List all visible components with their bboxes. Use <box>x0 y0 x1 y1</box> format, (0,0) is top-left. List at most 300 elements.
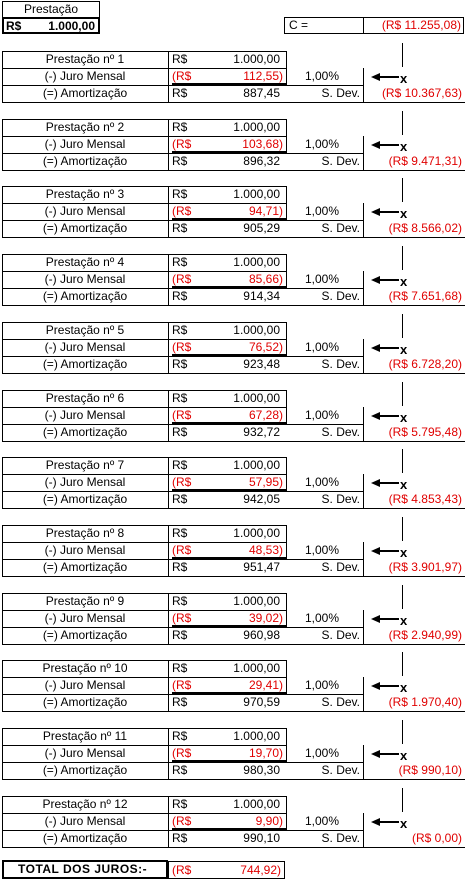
interest-currency: (R$ <box>172 204 192 218</box>
installment-label: Prestação nº 3 <box>45 187 125 201</box>
left-arrow-icon <box>371 140 401 150</box>
balance-value: (R$ 10.367,63) <box>381 86 462 100</box>
amortization-label: (=) Amortização <box>42 763 128 777</box>
balance-value: (R$ 1.970,40) <box>388 695 462 709</box>
total-label: TOTAL DOS JUROS:- <box>18 862 148 876</box>
grid-line <box>2 356 364 357</box>
capital-value-cell <box>363 17 464 34</box>
grid-line <box>2 779 465 780</box>
marker-x: x <box>400 748 408 763</box>
interest-label: (-) Juro Mensal <box>44 340 126 354</box>
left-arrow-icon <box>371 817 401 827</box>
grid-line <box>2 762 364 763</box>
amortization-currency: R$ <box>172 357 188 371</box>
marker-tick <box>402 585 403 609</box>
payment-value: 1.000,00 <box>233 594 280 608</box>
payment-value: 1.000,00 <box>233 187 280 201</box>
underline-thick <box>172 692 286 694</box>
total-label-cell <box>2 860 168 879</box>
payment-value: 1.000,00 <box>233 797 280 811</box>
grid-line <box>286 119 287 153</box>
balance-value: (R$ 6.728,20) <box>388 357 462 371</box>
payment-currency: R$ <box>172 661 188 675</box>
payment-value: 1.000,00 <box>233 52 280 66</box>
interest-label: (-) Juro Mensal <box>44 611 126 625</box>
installment-label: Prestação nº 10 <box>42 661 128 675</box>
installment-label: Prestação nº 6 <box>45 391 125 405</box>
interest-value: 85,66) <box>248 272 283 286</box>
interest-rate: 1,00% <box>305 746 340 760</box>
underline-thick <box>172 286 286 288</box>
interest-label: (-) Juro Mensal <box>44 678 126 692</box>
payment-currency: R$ <box>172 120 188 134</box>
interest-currency: (R$ <box>172 475 192 489</box>
marker-x: x <box>400 206 408 221</box>
underline-thick <box>172 760 286 762</box>
left-arrow-icon <box>371 207 401 217</box>
balance-label: S. Dev. <box>321 763 360 777</box>
payment-currency: R$ <box>172 729 188 743</box>
marker-tick <box>402 517 403 541</box>
balance-label: S. Dev. <box>321 86 360 100</box>
payment-currency: R$ <box>172 391 188 405</box>
grid-line <box>363 677 364 711</box>
interest-rate: 1,00% <box>305 408 340 422</box>
interest-value: 48,53) <box>248 543 283 557</box>
header-currency: R$ <box>6 19 22 33</box>
grid-line <box>2 119 287 120</box>
left-arrow-icon <box>371 411 401 421</box>
balance-label: S. Dev. <box>321 560 360 574</box>
grid-line <box>2 136 287 137</box>
grid-line <box>2 203 287 204</box>
interest-currency: (R$ <box>172 746 192 760</box>
interest-rate: 1,00% <box>305 543 340 557</box>
grid-line <box>2 593 287 594</box>
interest-value: 9,90) <box>255 814 283 828</box>
interest-rate: 1,00% <box>305 814 340 828</box>
header-amount-cell <box>2 17 100 34</box>
interest-value: 57,95) <box>248 475 283 489</box>
balance-value: (R$ 8.566,02) <box>388 221 462 235</box>
grid-line <box>2 660 3 711</box>
grid-line <box>363 136 364 170</box>
grid-line <box>168 457 169 508</box>
grid-line <box>363 271 364 305</box>
marker-tick <box>402 720 403 744</box>
balance-value: (R$ 7.651,68) <box>388 289 462 303</box>
installment-label: Prestação nº 9 <box>45 594 125 608</box>
grid-line <box>2 424 364 425</box>
grid-line <box>2 322 287 323</box>
grid-line <box>363 407 364 441</box>
grid-line <box>168 322 169 373</box>
balance-label: S. Dev. <box>321 221 360 235</box>
installment-label: Prestação nº 2 <box>45 120 125 134</box>
installment-label: Prestação nº 7 <box>45 458 125 472</box>
payment-value: 1.000,00 <box>233 661 280 675</box>
grid-line <box>2 457 3 508</box>
amortization-value: 970,59 <box>243 695 280 709</box>
amortization-currency: R$ <box>172 221 188 235</box>
amortization-value: 896,32 <box>243 154 280 168</box>
interest-value: 94,71) <box>248 204 283 218</box>
interest-rate: 1,00% <box>305 475 340 489</box>
total-currency: (R$ <box>172 863 192 877</box>
marker-x: x <box>400 680 408 695</box>
grid-line <box>2 85 364 86</box>
grid-line <box>2 68 287 69</box>
interest-label: (-) Juro Mensal <box>44 746 126 760</box>
grid-line <box>363 339 364 373</box>
underline-thick <box>172 828 286 830</box>
installment-label: Prestação nº 12 <box>42 797 128 811</box>
amortization-label: (=) Amortização <box>42 492 128 506</box>
interest-rate: 1,00% <box>305 272 340 286</box>
grid-line <box>168 254 169 305</box>
marker-tick <box>402 314 403 338</box>
payment-value: 1.000,00 <box>233 255 280 269</box>
interest-currency: (R$ <box>172 408 192 422</box>
header-title: Prestação <box>23 2 79 16</box>
amortization-currency: R$ <box>172 560 188 574</box>
installment-label: Prestação nº 1 <box>45 52 125 66</box>
marker-tick <box>402 43 403 67</box>
grid-line <box>2 593 3 644</box>
grid-line <box>2 677 287 678</box>
grid-line <box>168 525 169 576</box>
amortization-currency: R$ <box>172 154 188 168</box>
grid-line <box>2 525 287 526</box>
balance-label: S. Dev. <box>321 425 360 439</box>
grid-line <box>2 390 287 391</box>
balance-label: S. Dev. <box>321 492 360 506</box>
grid-line <box>2 254 287 255</box>
installment-label: Prestação nº 8 <box>45 526 125 540</box>
grid-line <box>2 271 287 272</box>
underline-thick <box>172 354 286 356</box>
grid-line <box>363 542 364 576</box>
grid-line <box>2 847 465 848</box>
balance-label: S. Dev. <box>321 831 360 845</box>
interest-currency: (R$ <box>172 611 192 625</box>
interest-label: (-) Juro Mensal <box>44 475 126 489</box>
amortization-currency: R$ <box>172 289 188 303</box>
payment-currency: R$ <box>172 526 188 540</box>
amortization-value: 914,34 <box>243 289 280 303</box>
marker-tick <box>402 178 403 202</box>
underline-thick <box>172 422 286 424</box>
marker-tick <box>402 111 403 135</box>
amortization-value: 923,48 <box>243 357 280 371</box>
payment-value: 1.000,00 <box>233 526 280 540</box>
underline-thick <box>172 83 286 85</box>
amortization-label: (=) Amortização <box>42 154 128 168</box>
grid-line <box>2 559 364 560</box>
grid-line <box>2 627 364 628</box>
grid-line <box>2 542 287 543</box>
grid-line <box>2 322 3 373</box>
left-arrow-icon <box>371 275 401 285</box>
left-arrow-icon <box>371 749 401 759</box>
grid-line <box>168 51 169 102</box>
amortization-currency: R$ <box>172 763 188 777</box>
marker-x: x <box>400 545 408 560</box>
grid-line <box>2 373 465 374</box>
grid-line <box>2 407 287 408</box>
amortization-label: (=) Amortização <box>42 560 128 574</box>
interest-rate: 1,00% <box>305 69 340 83</box>
grid-line <box>2 237 465 238</box>
header-amount: 1.000,00 <box>48 19 95 33</box>
underline-thick <box>172 557 286 559</box>
amortization-currency: R$ <box>172 628 188 642</box>
interest-currency: (R$ <box>172 543 192 557</box>
grid-line <box>286 322 287 356</box>
grid-line <box>168 728 169 779</box>
marker-tick <box>402 382 403 406</box>
balance-value: (R$ 3.901,97) <box>388 560 462 574</box>
marker-x: x <box>400 816 408 831</box>
grid-line <box>363 203 364 237</box>
grid-line <box>2 186 287 187</box>
left-arrow-icon <box>371 343 401 353</box>
balance-value: (R$ 0,00) <box>411 831 462 845</box>
amortization-label: (=) Amortização <box>42 357 128 371</box>
grid-line <box>286 254 287 288</box>
amortization-label: (=) Amortização <box>42 221 128 235</box>
grid-line <box>286 457 287 491</box>
grid-line <box>2 288 364 289</box>
interest-value: 76,52) <box>248 340 283 354</box>
payment-currency: R$ <box>172 594 188 608</box>
interest-label: (-) Juro Mensal <box>44 814 126 828</box>
grid-line <box>2 51 287 52</box>
balance-value: (R$ 5.795,48) <box>388 425 462 439</box>
capital-label: C = <box>289 18 309 32</box>
interest-currency: (R$ <box>172 272 192 286</box>
amortization-value: 990,10 <box>243 831 280 845</box>
grid-line <box>2 660 287 661</box>
amortization-value: 951,47 <box>243 560 280 574</box>
marker-x: x <box>400 342 408 357</box>
amortization-label: (=) Amortização <box>42 695 128 709</box>
grid-line <box>2 525 3 576</box>
payment-currency: R$ <box>172 323 188 337</box>
grid-line <box>363 474 364 508</box>
grid-line <box>286 796 287 830</box>
installment-label: Prestação nº 11 <box>42 729 128 743</box>
interest-currency: (R$ <box>172 814 192 828</box>
grid-line <box>363 68 364 102</box>
interest-currency: (R$ <box>172 137 192 151</box>
grid-line <box>2 254 3 305</box>
underline-thick <box>172 625 286 627</box>
marker-x: x <box>400 139 408 154</box>
interest-value: 112,55) <box>243 69 283 83</box>
marker-tick <box>402 449 403 473</box>
amortization-currency: R$ <box>172 492 188 506</box>
interest-currency: (R$ <box>172 340 192 354</box>
amortization-label: (=) Amortização <box>42 831 128 845</box>
grid-line <box>2 711 465 712</box>
marker-x: x <box>400 477 408 492</box>
interest-value: 29,41) <box>248 678 283 692</box>
grid-line <box>2 491 364 492</box>
balance-label: S. Dev. <box>321 154 360 168</box>
grid-line <box>363 813 364 847</box>
left-arrow-icon <box>371 681 401 691</box>
grid-line <box>363 745 364 779</box>
left-arrow-icon <box>371 72 401 82</box>
payment-value: 1.000,00 <box>233 391 280 405</box>
balance-value: (R$ 4.853,43) <box>388 492 462 506</box>
interest-label: (-) Juro Mensal <box>44 543 126 557</box>
balance-value: (R$ 990,10) <box>398 763 462 777</box>
interest-rate: 1,00% <box>305 611 340 625</box>
interest-currency: (R$ <box>172 678 192 692</box>
underline-thick <box>172 489 286 491</box>
grid-line <box>286 660 287 694</box>
balance-value: (R$ 9.471,31) <box>388 154 462 168</box>
amortization-value: 905,29 <box>243 221 280 235</box>
grid-line <box>363 610 364 644</box>
interest-rate: 1,00% <box>305 678 340 692</box>
grid-line <box>168 119 169 170</box>
installment-label: Prestação nº 5 <box>45 323 125 337</box>
payment-value: 1.000,00 <box>233 323 280 337</box>
amortization-label: (=) Amortização <box>42 289 128 303</box>
balance-label: S. Dev. <box>321 357 360 371</box>
grid-line <box>2 119 3 170</box>
payment-currency: R$ <box>172 52 188 66</box>
grid-line <box>2 474 287 475</box>
amortization-currency: R$ <box>172 695 188 709</box>
interest-label: (-) Juro Mensal <box>44 204 126 218</box>
grid-line <box>168 593 169 644</box>
grid-line <box>2 390 3 441</box>
balance-label: S. Dev. <box>321 628 360 642</box>
payment-currency: R$ <box>172 458 188 472</box>
grid-line <box>2 186 3 237</box>
grid-line <box>2 441 465 442</box>
amortization-value: 887,45 <box>243 86 280 100</box>
header-title-cell <box>2 1 100 18</box>
capital-value: (R$ 11.255,08) <box>381 18 461 32</box>
left-arrow-icon <box>371 614 401 624</box>
grid-line <box>168 796 169 847</box>
grid-line <box>286 728 287 762</box>
left-arrow-icon <box>371 478 401 488</box>
grid-line <box>2 576 465 577</box>
grid-line <box>2 610 287 611</box>
interest-value: 39,02) <box>248 611 283 625</box>
installment-label: Prestação nº 4 <box>45 255 125 269</box>
payment-currency: R$ <box>172 255 188 269</box>
grid-line <box>2 644 465 645</box>
amortization-value: 980,30 <box>243 763 280 777</box>
grid-line <box>286 390 287 424</box>
marker-x: x <box>400 71 408 86</box>
amortization-value: 942,05 <box>243 492 280 506</box>
amortization-currency: R$ <box>172 425 188 439</box>
total-value-cell <box>168 861 285 879</box>
marker-x: x <box>400 410 408 425</box>
amortization-currency: R$ <box>172 831 188 845</box>
grid-line <box>2 102 465 103</box>
amortization-label: (=) Amortização <box>42 86 128 100</box>
grid-line <box>2 728 287 729</box>
balance-value: (R$ 2.940,99) <box>388 628 462 642</box>
grid-line <box>2 745 287 746</box>
interest-currency: (R$ <box>172 69 192 83</box>
interest-value: 103,68) <box>242 137 283 151</box>
grid-line <box>2 153 364 154</box>
amortization-label: (=) Amortização <box>42 425 128 439</box>
amortization-currency: R$ <box>172 86 188 100</box>
payment-value: 1.000,00 <box>233 458 280 472</box>
interest-label: (-) Juro Mensal <box>44 408 126 422</box>
grid-line <box>2 813 287 814</box>
grid-line <box>2 51 3 102</box>
interest-label: (-) Juro Mensal <box>44 69 126 83</box>
marker-x: x <box>400 274 408 289</box>
grid-line <box>2 305 465 306</box>
grid-line <box>2 339 287 340</box>
grid-line <box>168 186 169 237</box>
underline-thick <box>172 218 286 220</box>
marker-x: x <box>400 613 408 628</box>
grid-line <box>2 457 287 458</box>
grid-line <box>2 796 3 847</box>
grid-line <box>168 390 169 441</box>
grid-line <box>2 220 364 221</box>
payment-currency: R$ <box>172 797 188 811</box>
marker-tick <box>402 788 403 812</box>
grid-line <box>2 830 364 831</box>
payment-value: 1.000,00 <box>233 729 280 743</box>
interest-value: 67,28) <box>248 408 283 422</box>
grid-line <box>168 660 169 711</box>
underline-thick <box>172 151 286 153</box>
capital-label-cell <box>284 17 364 34</box>
interest-label: (-) Juro Mensal <box>44 272 126 286</box>
total-value: 744,92) <box>240 863 281 877</box>
interest-label: (-) Juro Mensal <box>44 137 126 151</box>
marker-tick <box>402 652 403 676</box>
interest-rate: 1,00% <box>305 137 340 151</box>
interest-rate: 1,00% <box>305 204 340 218</box>
grid-line <box>2 728 3 779</box>
grid-line <box>286 51 287 85</box>
grid-line <box>286 525 287 559</box>
grid-line <box>2 508 465 509</box>
interest-rate: 1,00% <box>305 340 340 354</box>
amortization-label: (=) Amortização <box>42 628 128 642</box>
payment-currency: R$ <box>172 187 188 201</box>
marker-tick <box>402 246 403 270</box>
interest-value: 19,70) <box>248 746 283 760</box>
grid-line <box>2 694 364 695</box>
payment-value: 1.000,00 <box>233 120 280 134</box>
balance-label: S. Dev. <box>321 695 360 709</box>
balance-label: S. Dev. <box>321 289 360 303</box>
grid-line <box>2 796 287 797</box>
amortization-value: 960,98 <box>243 628 280 642</box>
grid-line <box>286 593 287 627</box>
grid-line <box>2 170 465 171</box>
amortization-value: 932,72 <box>243 425 280 439</box>
